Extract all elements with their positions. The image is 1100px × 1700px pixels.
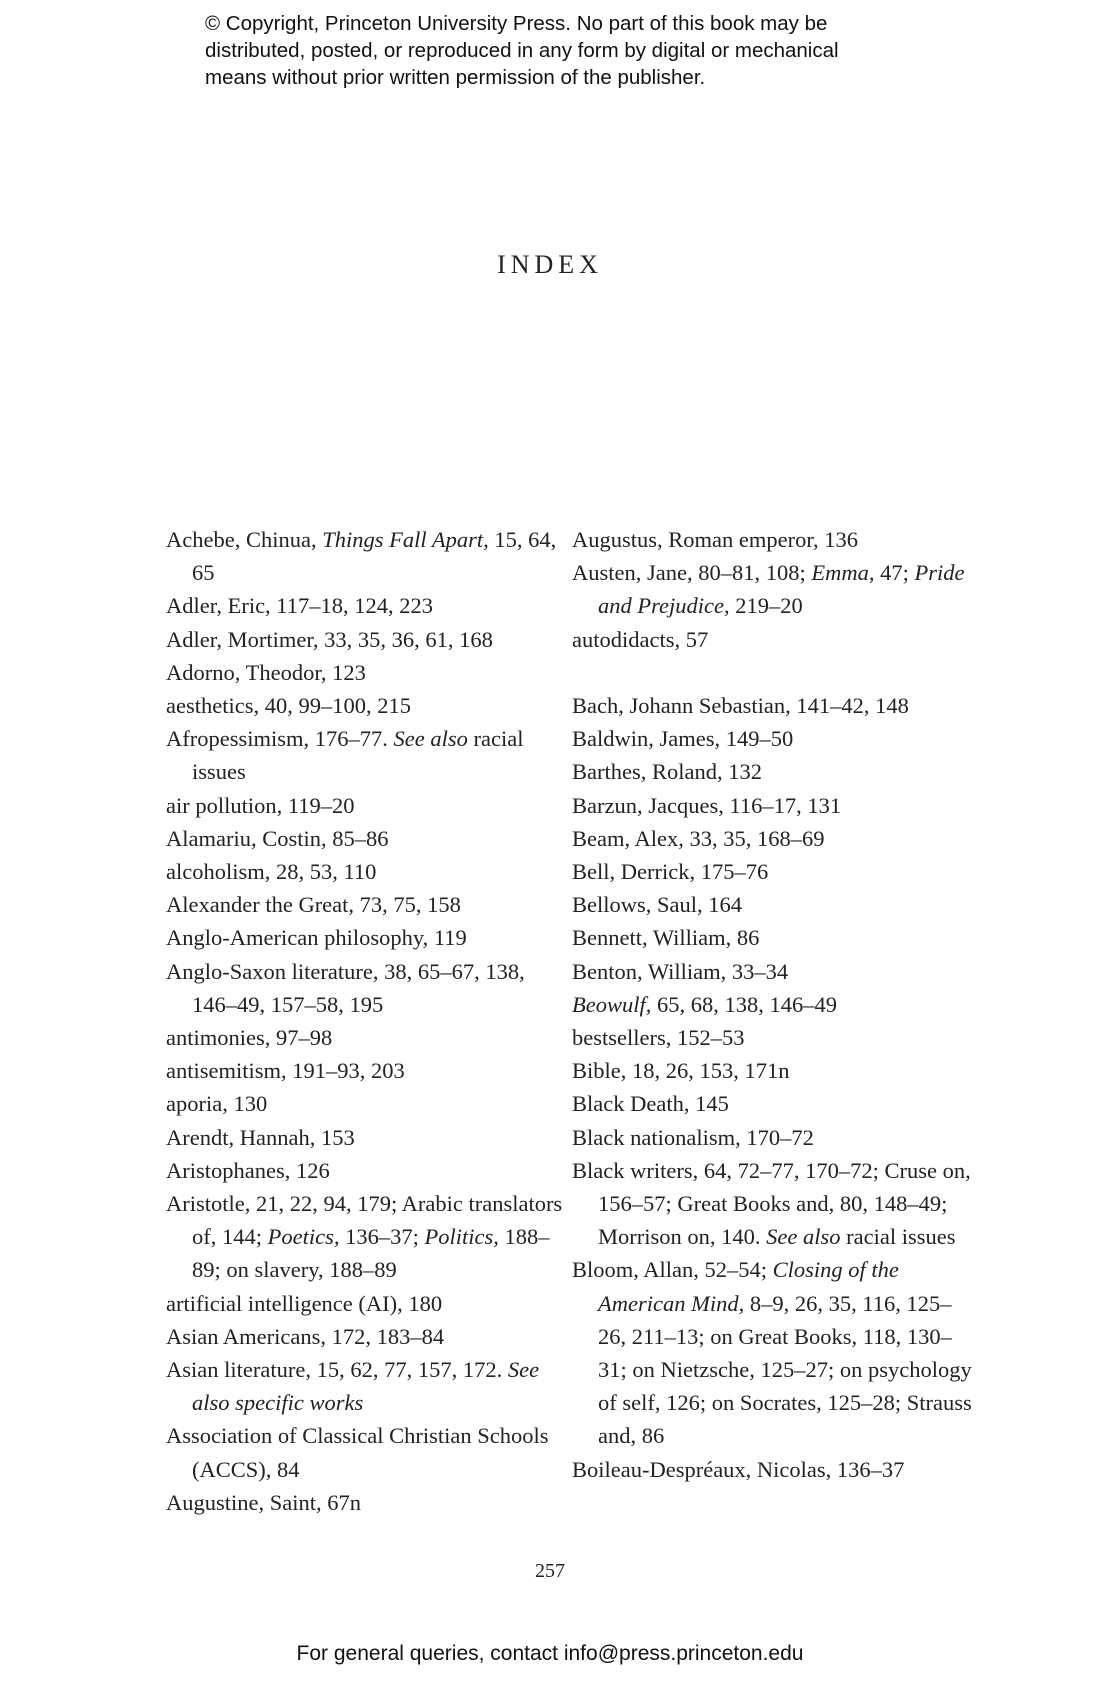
- index-entry: [572, 1154, 972, 1254]
- index-entry-text: Bloom, Allan, 52–54;: [572, 1257, 773, 1283]
- index-entry: [572, 1087, 972, 1120]
- index-entry-text: Augustine, Saint, 67n: [166, 1489, 361, 1515]
- index-entry-text: Baldwin, James, 149–50: [572, 726, 794, 752]
- index-entry: [166, 1121, 566, 1154]
- index-entry: [166, 1486, 566, 1519]
- index-entry: [166, 955, 566, 1021]
- index-entry: [166, 822, 566, 855]
- index-entry: [572, 855, 972, 888]
- page-number: 257: [535, 1560, 565, 1582]
- index-entry-text: Bach, Johann Sebastian, 141–42, 148: [572, 693, 909, 718]
- index-entry-text: 47;: [874, 560, 915, 586]
- index-entry: [166, 888, 566, 921]
- index-entry-italic-text: See also: [766, 1224, 841, 1250]
- index-entry-text: Adler, Mortimer, 33, 35, 36, 61, 168: [166, 626, 493, 652]
- index-entry-text: racial issues: [192, 726, 524, 785]
- index-entry-text: Association of Classical Christian Schools (ACCS), 84: [166, 1423, 549, 1482]
- index-entry: [572, 1453, 972, 1486]
- index-entry-text: Black Death, 145: [572, 1091, 729, 1117]
- index-column-left: [166, 523, 566, 1519]
- index-entry: [166, 1419, 566, 1485]
- index-entry: [572, 988, 972, 1021]
- index-entry-italic-text: Closing of the American Mind,: [598, 1257, 899, 1316]
- index-entry: [572, 888, 972, 921]
- index-entry-text: Aristophanes, 126: [166, 1157, 330, 1183]
- index-entry-italic-text: Politics,: [424, 1224, 499, 1250]
- index-entry: [572, 689, 972, 722]
- index-entry-text: Benton, William, 33–34: [572, 958, 789, 984]
- index-entry: [166, 855, 566, 888]
- index-entry: [572, 1054, 972, 1087]
- copyright-notice: [205, 10, 925, 91]
- index-entry-text: Adler, Eric, 117–18, 124, 223: [166, 593, 433, 619]
- index-entry-text: aesthetics, 40, 99–100, 215: [166, 693, 411, 719]
- index-entry-text: Arendt, Hannah, 153: [166, 1124, 355, 1150]
- index-entry: [166, 1320, 566, 1353]
- index-entry-text: Austen, Jane, 80–81, 108;: [572, 560, 812, 586]
- index-entry-text: 15, 64, 65: [192, 527, 557, 586]
- index-entry: [572, 955, 972, 988]
- index-entry: [572, 1021, 972, 1054]
- index-entry-text: Asian Americans, 172, 183–84: [166, 1323, 445, 1349]
- index-entry-text: aporia, 130: [166, 1091, 268, 1117]
- index-entry-italic-text: Pride and Prejudice,: [598, 560, 965, 619]
- index-entry-text: Alamariu, Costin, 85–86: [166, 825, 389, 851]
- copyright-line: distributed, posted, or reproduced in any form by digital or mechanical: [205, 39, 839, 62]
- index-entry: [572, 1253, 972, 1452]
- index-entry: [166, 722, 566, 788]
- letter-group-gap: [572, 656, 972, 689]
- index-entry-text: artificial intelligence (AI), 180: [166, 1290, 443, 1316]
- index-entry-text: Boileau-Despréaux, Nicolas, 136–37: [572, 1456, 905, 1482]
- index-entry-text: Augustus, Roman emperor, 136: [572, 527, 858, 552]
- index-entry: [572, 722, 972, 755]
- index-entry: [166, 1054, 566, 1087]
- index-entry-text: Afropessimism, 176–77.: [166, 726, 394, 752]
- index-entry-text: 65, 68, 138, 146–49: [651, 991, 837, 1017]
- index-entry-text: Beam, Alex, 33, 35, 168–69: [572, 825, 825, 851]
- index-entry-italic-text: Things Fall Apart,: [322, 527, 489, 552]
- copyright-line: means without prior written permission of the publisher.: [205, 66, 706, 89]
- index-entry-text: 8–9, 26, 35, 116, 125–26, 211–13; on Great Books, 118, 130–31; on Nietzsche, 125–27; on psychology of self, 126; on Socrates, 125–28; Strauss and, 86: [598, 1290, 972, 1449]
- index-entry-text: Aristotle, 21, 22, 94, 179; Arabic translators of, 144;: [166, 1191, 563, 1250]
- index-entry-italic-text: See also: [393, 726, 468, 752]
- index-entry-text: Adorno, Theodor, 123: [166, 659, 366, 685]
- index-entry-text: 188–89; on slavery, 188–89: [192, 1224, 550, 1283]
- index-column-right: [572, 523, 972, 1486]
- index-entry-text: antisemitism, 191–93, 203: [166, 1058, 405, 1084]
- index-entry: [572, 822, 972, 855]
- copyright-line: © Copyright, Princeton University Press. No part of this book may be: [205, 12, 828, 35]
- index-entry: [166, 921, 566, 954]
- index-entry-text: bestsellers, 152–53: [572, 1025, 745, 1051]
- index-entry: [166, 1087, 566, 1120]
- index-entry-text: Black nationalism, 170–72: [572, 1124, 814, 1150]
- index-entry-italic-text: Emma,: [811, 560, 875, 586]
- index-entry: [166, 623, 566, 656]
- index-entry: [572, 789, 972, 822]
- index-entry: [166, 1287, 566, 1320]
- index-entry: [166, 1154, 566, 1187]
- index-entry-italic-text: Poetics,: [267, 1224, 340, 1250]
- index-entry-text: Black writers, 64, 72–77, 170–72; Cruse on, 156–57; Great Books and, 80, 148–49; Morrison on, 140.: [572, 1157, 971, 1250]
- index-entry-text: Achebe, Chinua,: [166, 527, 323, 552]
- index-entry-text: 219–20: [729, 593, 803, 619]
- index-entry-text: racial issues: [840, 1224, 956, 1250]
- index-entry-text: 136–37;: [339, 1224, 425, 1250]
- index-entry-text: Bellows, Saul, 164: [572, 892, 743, 918]
- index-entry: [572, 523, 972, 556]
- index-entry: [166, 1353, 566, 1419]
- index-entry-text: Anglo-American philosophy, 119: [166, 925, 467, 951]
- index-entry: [166, 789, 566, 822]
- index-entry: [166, 656, 566, 689]
- index-entry: [166, 589, 566, 622]
- index-entry: [572, 755, 972, 788]
- index-entry: [572, 1121, 972, 1154]
- index-entry-text: Alexander the Great, 73, 75, 158: [166, 892, 461, 918]
- index-entry: [166, 1187, 566, 1287]
- index-entry: [572, 623, 972, 656]
- index-entry-text: Barzun, Jacques, 116–17, 131: [572, 792, 842, 818]
- index-entry-text: Barthes, Roland, 132: [572, 759, 762, 785]
- footer-contact: For general queries, contact info@press.princeton.edu: [296, 1642, 804, 1665]
- index-entry: [572, 556, 972, 622]
- index-entry-text: Bell, Derrick, 175–76: [572, 859, 769, 885]
- index-entry: [166, 1021, 566, 1054]
- index-entry-text: Bennett, William, 86: [572, 925, 760, 951]
- index-entry: [572, 921, 972, 954]
- index-entry-italic-text: See also specific works: [192, 1357, 540, 1416]
- index-entry-text: Anglo-Saxon literature, 38, 65–67, 138, 146–49, 157–58, 195: [166, 958, 525, 1017]
- index-entry-text: antimonies, 97–98: [166, 1025, 333, 1051]
- index-entry-text: air pollution, 119–20: [166, 792, 355, 818]
- index-entry-text: autodidacts, 57: [572, 626, 709, 652]
- index-entry-italic-text: Beowulf,: [572, 991, 652, 1017]
- index-entry: [166, 689, 566, 722]
- index-entry: [166, 523, 566, 589]
- page-title: INDEX: [497, 250, 603, 279]
- index-entry-text: Bible, 18, 26, 153, 171n: [572, 1058, 790, 1084]
- index-entry-text: Asian literature, 15, 62, 77, 157, 172.: [166, 1357, 508, 1383]
- index-entry-text: alcoholism, 28, 53, 110: [166, 859, 377, 885]
